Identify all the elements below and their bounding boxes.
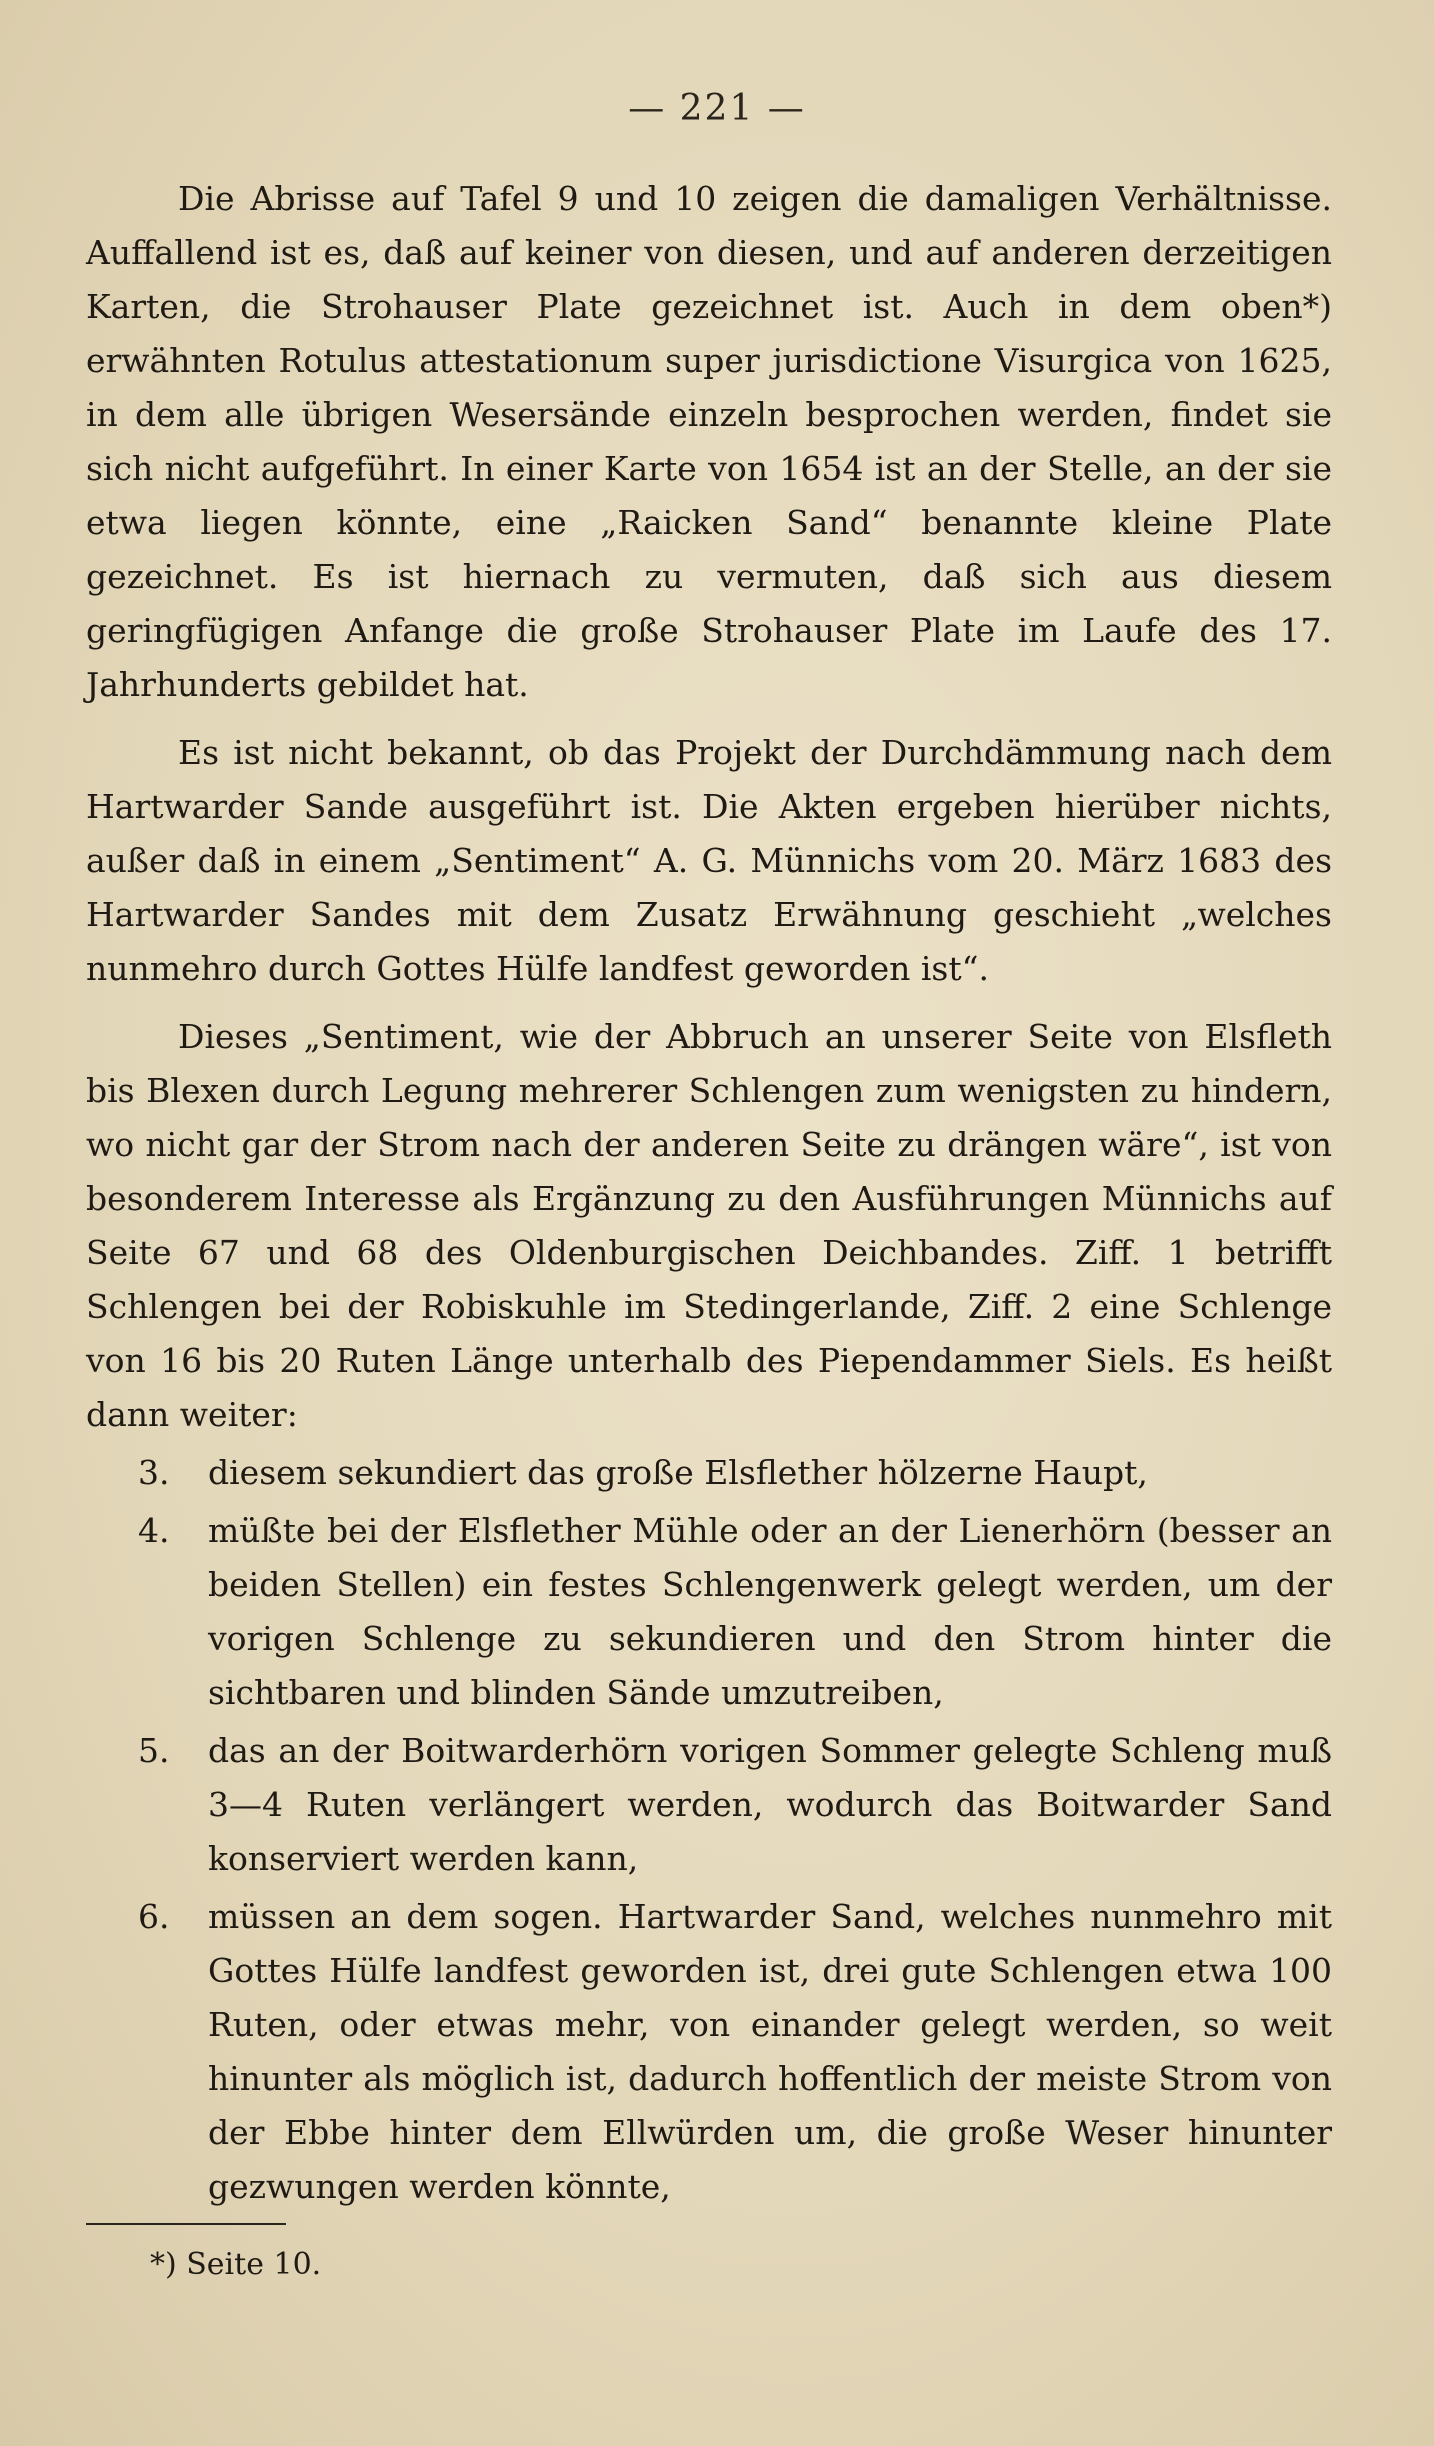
- list-item: [86, 1446, 1332, 1500]
- list-item-number: 6.: [138, 1897, 170, 1936]
- list-item-number: 5.: [138, 1731, 170, 1770]
- page-number: — 221 —: [628, 88, 806, 129]
- list-item: [86, 1504, 1332, 1720]
- list-item-number: 4.: [138, 1511, 170, 1550]
- list-item-text: müßte bei der Elsflether Mühle oder an der Lienerhörn (besser an beiden Stellen) ein festes Schlengenwerk gelegt werden, um der vorigen Schlenge zu sekundieren und den Strom hinter die sichtbaren und blinden Sände umzutreiben,: [208, 1511, 1332, 1712]
- paragraph-3: Dieses „Sentiment, wie der Abbruch an unserer Seite von Elsfleth bis Blexen durch Legung mehrerer Schlengen zum wenigsten zu hindern, wo nicht gar der Strom nach der anderen Seite zu drängen wäre“, ist von besonderem Interesse als Ergänzung zu den Ausführungen Münnichs auf Seite 67 und 68 des Oldenburgischen Deichbandes. Ziff. 1 betrifft Schlengen bei der Robiskuhle im Stedingerlande, Ziff. 2 eine Schlenge von 16 bis 20 Ruten Länge unterhalb des Piependammer Siels. Es heißt dann weiter:: [86, 1017, 1332, 1434]
- body-text: [86, 172, 1332, 2218]
- list-item-text: müssen an dem sogen. Hartwarder Sand, welches nunmehro mit Gottes Hülfe landfest geworden ist, drei gute Schlengen etwa 100 Ruten, oder etwas mehr, von einander gelegt werden, so weit hinunter als möglich ist, dadurch hoffentlich der meiste Strom von der Ebbe hinter dem Ellwürden um, die große Weser hinunter gezwungen werden könnte,: [208, 1897, 1332, 2206]
- list-item-number: 3.: [138, 1453, 170, 1492]
- footnote: *) Seite 10.: [150, 2247, 322, 2282]
- list-item-text: das an der Boitwarderhörn vorigen Sommer gelegte Schleng muß 3—4 Ruten verlängert werden, wodurch das Boitwarder Sand konserviert werden kann,: [208, 1731, 1332, 1878]
- numbered-list: [86, 1446, 1332, 2214]
- list-item: [86, 1890, 1332, 2214]
- list-item-text: diesem sekundiert das große Elsflether hölzerne Haupt,: [208, 1453, 1148, 1492]
- paragraph-2: Es ist nicht bekannt, ob das Projekt der Durchdämmung nach dem Hartwarder Sande ausgeführt ist. Die Akten ergeben hierüber nichts, außer daß in einem „Sentiment“ A. G. Münnichs vom 20. März 1683 des Hartwarder Sandes mit dem Zusatz Erwähnung geschieht „welches nunmehro durch Gottes Hülfe landfest geworden ist“.: [86, 733, 1332, 988]
- list-item: [86, 1724, 1332, 1886]
- footnote-divider: [86, 2223, 286, 2225]
- paragraph-1: Die Abrisse auf Tafel 9 und 10 zeigen die damaligen Verhältnisse. Auffallend ist es, daß auf keiner von diesen, und auf anderen derzeitigen Karten, die Strohauser Plate gezeichnet ist. Auch in dem oben*) erwähnten Rotulus attestationum super jurisdictione Visurgica von 1625, in dem alle übrigen Wesersände einzeln besprochen werden, findet sie sich nicht aufgeführt. In einer Karte von 1654 ist an der Stelle, an der sie etwa liegen könnte, eine „Raicken Sand“ benannte kleine Plate gezeichnet. Es ist hiernach zu vermuten, daß sich aus diesem geringfügigen Anfange die große Strohauser Plate im Laufe des 17. Jahrhunderts gebildet hat.: [86, 179, 1332, 704]
